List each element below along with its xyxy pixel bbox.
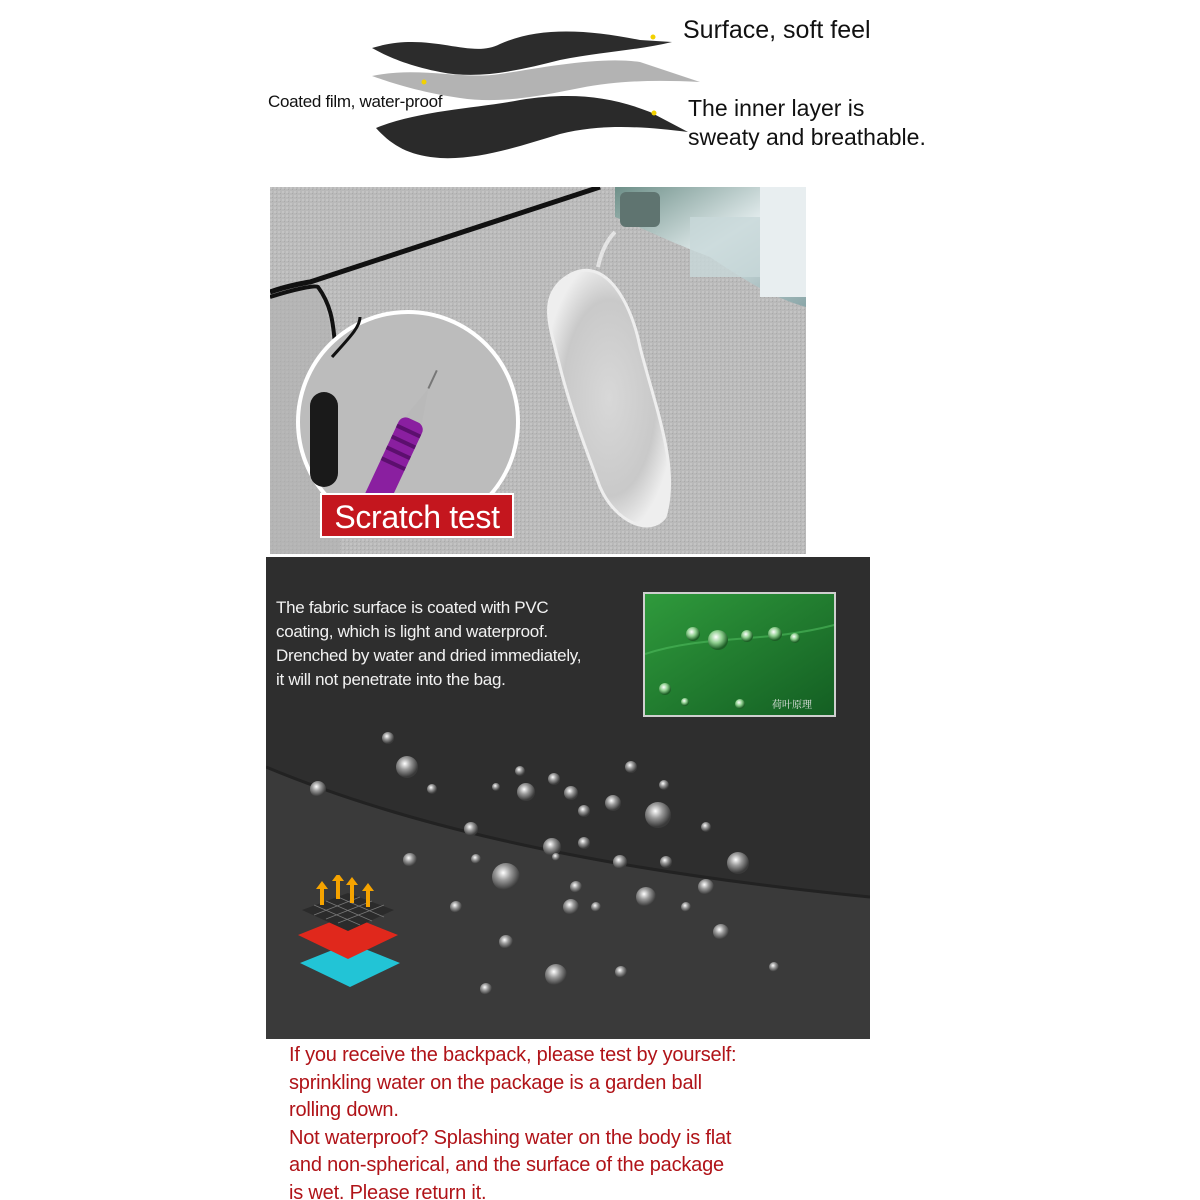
instruction-line: is wet. Please return it. xyxy=(289,1181,487,1200)
inner-layer-label xyxy=(688,94,926,152)
instruction-line: If you receive the backpack, please test by yourself: xyxy=(289,1044,737,1066)
instruction-line: Not waterproof? Splashing water on the body is flat xyxy=(289,1126,732,1149)
waterproof-description-line: Drenched by water and dried immediately, xyxy=(276,646,582,665)
inset-caption: 荷叶原理 xyxy=(772,700,812,711)
test-instructions xyxy=(289,1042,849,1200)
waterproof-description-line: The fabric surface is coated with PVC xyxy=(276,598,549,617)
waterproof-description-line: it will not penetrate into the bag. xyxy=(276,670,506,689)
waterproof-description xyxy=(276,596,646,692)
instruction-line: and non-spherical, and the surface of the package xyxy=(289,1154,724,1176)
surface-label: Surface, soft feel xyxy=(683,16,871,44)
coated-film-label: Coated film, water-proof xyxy=(268,92,443,111)
fabric-layers-illustration xyxy=(0,0,1200,185)
waterproof-description-line: coating, which is light and waterproof. xyxy=(276,622,548,641)
scratch-test-badge: Scratch test xyxy=(320,493,514,538)
instruction-line: rolling down. xyxy=(289,1099,399,1121)
layered-fabric-icon xyxy=(290,875,410,995)
fabric-layers-diagram xyxy=(0,0,1200,185)
inner-layer-label-line1: The inner layer is xyxy=(688,95,865,121)
fabric-layers-icon xyxy=(290,875,410,995)
instruction-line: sprinkling water on the package is a garden ball xyxy=(289,1071,702,1094)
inner-layer-label-line2: sweaty and breathable. xyxy=(688,124,926,150)
